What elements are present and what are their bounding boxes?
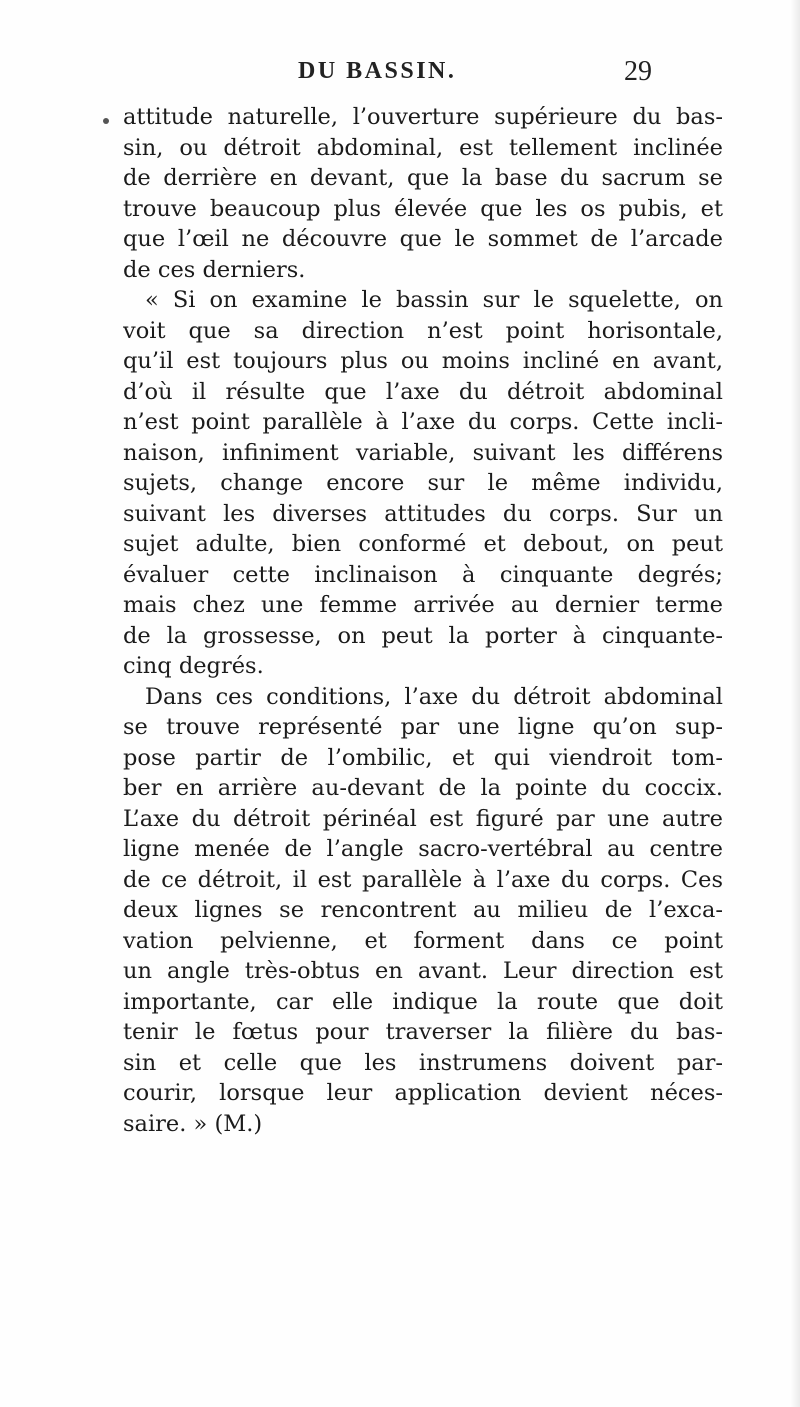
text-line: de derrière en devant, que la base du sacrum se	[123, 165, 723, 191]
text-line: se trouve représenté par une ligne qu’on sup-	[123, 714, 723, 740]
text-line: que l’œil ne découvre que le sommet de l’arcade	[123, 226, 723, 252]
text-line: sujets, change encore sur le même individu,	[123, 470, 723, 496]
text-line: ber en arrière au-devant de la pointe du coccix.	[123, 775, 723, 801]
running-head	[0, 58, 800, 98]
text-line: vation pelvienne, et forment dans ce point	[123, 927, 723, 954]
page-edge-shadow	[790, 0, 800, 1407]
text-line: de ce détroit, il est parallèle à l’axe du corps. Ces	[123, 866, 723, 893]
margin-ink-mark	[103, 118, 109, 124]
text-line: attitude naturelle, l’ouverture supérieure du bas-	[123, 104, 723, 130]
text-line: sin, ou détroit abdominal, est tellement inclinée	[123, 134, 723, 161]
text-line: cinq degrés.	[123, 653, 264, 679]
text-line: un angle très-obtus en avant. Leur direction est	[123, 958, 723, 984]
running-title: DU BASSIN.	[298, 58, 457, 84]
text-line: naison, infiniment variable, suivant les différens	[123, 439, 723, 466]
text-line: L’axe du détroit périnéal est figuré par une autre	[123, 805, 723, 832]
text-line: Dans ces conditions, l’axe du détroit abdominal	[145, 683, 723, 710]
text-line: saire. » (M.)	[123, 1110, 263, 1137]
text-line: « Si on examine le bassin sur le squelette, on	[145, 287, 723, 313]
body-text	[123, 102, 723, 1139]
text-line: trouve beaucoup plus élevée que les os pubis, et	[123, 195, 723, 222]
text-line: mais chez une femme arrivée au dernier terme	[123, 592, 723, 618]
page-number: 29	[624, 56, 652, 87]
text-line: courir, lorsque leur application devient néces-	[123, 1080, 723, 1106]
text-line: importante, car elle indique la route que doit	[123, 988, 723, 1015]
text-line: deux lignes se rencontrent au milieu de l’exca-	[123, 897, 723, 923]
text-line: voit que sa direction n’est point horisontale,	[123, 317, 723, 344]
text-line: d’où il résulte que l’axe du détroit abdominal	[123, 378, 723, 405]
text-line: qu’il est toujours plus ou moins incliné en avant,	[123, 348, 723, 374]
text-line: sin et celle que les instrumens doivent par-	[123, 1049, 723, 1076]
text-line: suivant les diverses attitudes du corps. Sur un	[123, 500, 723, 527]
text-line: n’est point parallèle à l’axe du corps. Cette incli-	[123, 409, 723, 435]
text-line: de la grossesse, on peut la porter à cinquante-	[123, 622, 723, 649]
text-line: tenir le fœtus pour traverser la filière du bas-	[123, 1019, 723, 1045]
text-line: pose partir de l’ombilic, et qui viendroit tom-	[123, 744, 723, 771]
text-line: évaluer cette inclinaison à cinquante degrés;	[123, 561, 723, 588]
text-line: sujet adulte, bien conformé et debout, on peut	[123, 531, 723, 557]
text-line: de ces derniers.	[123, 256, 306, 283]
text-line: ligne menée de l’angle sacro-vertébral au centre	[123, 836, 723, 862]
